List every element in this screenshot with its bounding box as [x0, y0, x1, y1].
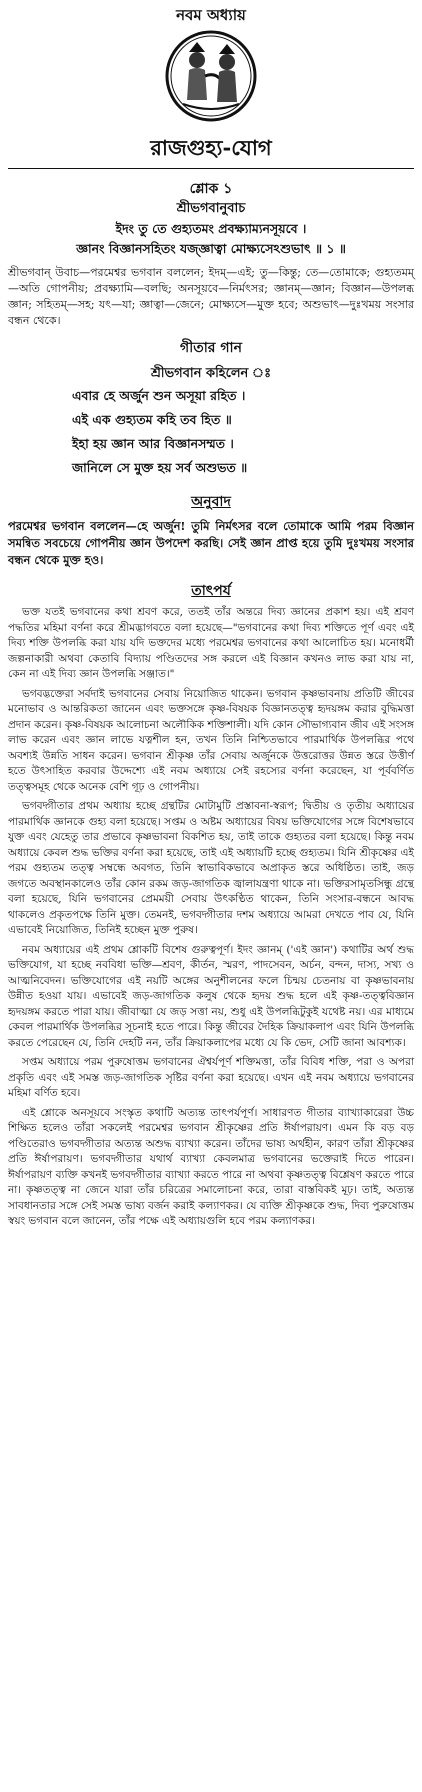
song-line: ইহা হয় জ্ঞান আর বিজ্ঞানসম্মত ।: [72, 436, 234, 451]
purport-paragraph: সপ্তম অধ্যায়ে পরম পুরুষোত্তম ভগবানের ঐশ্বর্যপূর্ণ শক্তিমত্তা, তাঁর বিবিধ শক্তি, পরা ও অপরা প্রকৃতি এবং এই সমস্ত জড়-জাগতিক সৃষ্টির বর্ণনা করা হয়েছে। এখন এই নবম অধ্যায়ে ভগবানের মহিমা বর্ণিত হবে।: [8, 1056, 414, 1099]
song-line: এবার হে অর্জুন শুন অসূয়া রহিত ।: [72, 388, 246, 403]
verse-label: শ্লোক ১: [189, 181, 233, 197]
title-divider: [8, 168, 414, 169]
purport-paragraph: ভগবদ্ভক্তেরা সর্বদাই ভগবানের সেবায় নিয়োজিত থাকেন। ভগবান কৃষ্ণভাবনায় প্রতিটি জীবের মনোভাব ও আন্তরিকতা জানেন এবং ভক্তসঙ্গে কৃষ্ণ-বিষয়ক বিজ্ঞানতত্ত্ব হৃদয়ঙ্গম করার বুদ্ধিমত্তা প্রদান করেন। কৃষ্ণ-বিষয়ক আলোচনা অলৌকিক শক্তিশালী। যদি কোন সৌভাগ্যবান জীব এই সংসঙ্গ লাভ করেন এবং জ্ঞান লাভে যত্নশীল হন, তখন তিনি নিশ্চিতভাবে পারমার্থিক উপলব্ধির পথে অবশ্যই উন্নতি সাধন করেন। ভগবান শ্রীকৃষ্ণ তাঁর সেবায় অর্জুনকে উত্তরোত্তর উন্নত স্তরে উত্তীর্ণ হতে উৎসাহিত করবার উদ্দেশ্যে এই নবম অধ্যায়ে সেই রহস্যের বর্ণনা করেছেন, যা পূর্ববর্ণিত তত্ত্বসমূহ থেকে অনেক বেশি গূঢ় ও গোপনীয়।: [8, 687, 414, 793]
chapter-title: রাজগুহ্য-যোগ: [150, 135, 272, 160]
word-synonyms: শ্রীভগবান্ উবাচ—পরমেশ্বর ভগবান বললেন; ইদম্—এই; তু—কিন্তু; তে—তোমাকে; গুহ্যতমম্—অতি গোপনীয়; প্রবক্ষ্যামি—বলছি; অনসূয়বে—নির্মৎসর; জ্ঞানম্—জ্ঞান; বিজ্ঞান—উপলব্ধ জ্ঞান; সহিতম্—সহ; যৎ—যা; জ্ঞাত্বা—জেনে; মোক্ষ্যসে—মুক্ত হবে; অশুভাৎ—দুঃখময় সংসার বন্ধন থেকে।: [8, 266, 414, 327]
purport-heading: তাৎপর্য: [191, 583, 231, 599]
purport-paragraph: ভগবদ্গীতার প্রথম অধ্যায় হচ্ছে গ্রন্থটির মোটামুটি প্রস্তাবনা-স্বরূপ; দ্বিতীয় ও তৃতীয় অধ্যায়ের পারমার্থিক জ্ঞানকে গুহ্য বলা হয়েছে। সপ্তম ও অষ্টম অধ্যায়ের বিষয় ভক্তিযোগের সঙ্গে বিশেষভাবে যুক্ত এবং যেহেতু তার প্রভাবে কৃষ্ণভাবনা বিকশিত হয়, তাই তাকে গুহ্যতর বলা হয়েছে। কিন্তু নবম অধ্যায়ে কেবল শুদ্ধ ভক্তির বর্ণনা করা হয়েছে, তাই এই অধ্যায়টি হচ্ছে গুহ্যতম। যিনি শ্রীকৃষ্ণের এই পরম গুহ্যতম তত্ত্ব সম্বন্ধে অবগত, তিনি স্বাভাবিকভাবে অপ্রাকৃত স্তরে অধিষ্ঠিত। তাই, জড় জগতে অবস্থানকালেও তাঁর কোন রকম জড়-জাগতিক জ্বালাযন্ত্রণা থাকে না। ভক্তিরসামৃতসিন্ধু গ্রন্থে বলা হয়েছে, যিনি ভগবানের প্রেমময়ী সেবায় উৎকণ্ঠিত থাকেন, তিনি সংসার-বন্ধনে আবদ্ধ থাকলেও প্রকৃতপক্ষে তিনি মুক্ত। তেমনই, ভগবদ্গীতার দশম অধ্যায়ে আমরা দেখতে পাব যে, যিনি এভাবেই নিয়োজিত, তিনিই হচ্ছেন মুক্ত পুরুষ।: [8, 800, 414, 936]
verse-line-1: ইদং তু তে গুহ্যতমং প্রবক্ষ্যাম্যনসূয়বে ।: [115, 221, 307, 236]
verse-line-2: জ্ঞানং বিজ্ঞানসহিতং যজ্জ্ঞাত্বা মোক্ষ্যসেঽশুভাৎ ॥ ১ ॥: [76, 241, 346, 256]
purport-paragraph: ভক্ত যতই ভগবানের কথা শ্রবণ করে, ততই তাঁর অন্তরে দিব্য জ্ঞানের প্রকাশ হয়। এই শ্রবণ পদ্ধতির মহিমা বর্ণনা করে শ্রীমদ্ভাগবতে বলা হয়েছে—"ভগবানের কথা দিব্য শক্তিতে পূর্ণ এবং এই দিব্য শক্তি উপলব্ধি করা যায় যদি ভক্তদের মধ্যে পরমেশ্বর ভগবানের কথা আলোচিত হয়। মনোধর্মী জল্পনাকারী অথবা কেতাবি বিদ্যায় পণ্ডিতদের সঙ্গ করলে এই বিজ্ঞান কখনও লাভ করা যায় না, কেন না এই দিব্য জ্ঞান উপলব্ধি সঞ্জাত।": [8, 606, 414, 680]
song-line: এই এক গুহ্যতম কহি তব হিত ॥: [72, 412, 232, 427]
song-heading: গীতার গান: [180, 340, 242, 356]
krishna-arjuna-emblem-icon: [165, 30, 257, 122]
song-speaker: শ্রীভগবান কহিলেন ঃ: [150, 366, 272, 381]
purport-paragraph: এই শ্লোকে অনসূয়বে সংস্কৃত কথাটি অত্যন্ত তাৎপর্যপূর্ণ। সাধারণত গীতার ব্যাখ্যাকারেরা উচ্চ শিক্ষিত হলেও তাঁরা সকলেই পরমেশ্বর ভগবান শ্রীকৃষ্ণের প্রতি ঈর্ষাপরায়ণ। এমন কি বড় বড় পণ্ডিতেরাও ভগবদ্গীতার অত্যন্ত অশুদ্ধ ব্যাখ্যা করেন। তাঁদের ভাষ্য অর্থহীন, কারণ তাঁরা শ্রীকৃষ্ণের প্রতি ঈর্ষাপরায়ণ। ভগবদ্গীতার যথার্থ ব্যাখ্যা কেবলমাত্র ভগবানের ভক্তেরাই দিতে পারেন। ঈর্ষাপরায়ণ ব্যক্তি কখনই ভগবদ্গীতার ব্যাখ্যা করতে পারে না অথবা কৃষ্ণতত্ত্ব বিশ্লেষণ করতে পারে না। কৃষ্ণতত্ত্ব না জেনে যারা তাঁর চরিত্রের সমালোচনা করে, তারা বাস্তবিকই মূঢ়। তাই, অত্যন্ত সাবধানতার সঙ্গে সেই সমস্ত ভাষ্য বর্জন করাই কল্যাণকর। যে ব্যক্তি শ্রীকৃষ্ণকে শুদ্ধ, দিব্য পুরুষোত্তম স্বয়ং ভগবান বলে জানেন, তাঁর পক্ষে এই অধ্যায়গুলি হবে পরম কল্যাণকর।: [8, 1106, 414, 1227]
verse-speaker: শ্রীভগবানুবাচ: [176, 201, 246, 216]
translation-heading: অনুবাদ: [191, 494, 231, 510]
translation-text: পরমেশ্বর ভগবান বললেন—হে অর্জুন! তুমি নির্মৎসর বলে তোমাকে আমি পরম বিজ্ঞান সমন্বিত সবচেয়ে গোপনীয় জ্ঞান উপদেশ করছি। সেই জ্ঞান প্রাপ্ত হয়ে তুমি দুঃখময় সংসার বন্ধন থেকে মুক্ত হও।: [8, 519, 414, 567]
chapter-label: নবম অধ্যায়: [176, 6, 246, 24]
song-line: জানিলে সে মুক্ত হয় সর্ব অশুভত ॥: [72, 460, 248, 475]
purport-paragraph: নবম অধ্যায়ের এই প্রথম শ্লোকটি বিশেষ গুরুত্বপূর্ণ। ইদং জ্ঞানম্ ('এই জ্ঞান') কথাটির অর্থ শুদ্ধ ভক্তিযোগ, যা হচ্ছে নববিধা ভক্তি—শ্রবণ, কীর্তন, স্মরণ, পাদসেবন, অর্চন, বন্দন, দাস্য, সখ্য ও আত্মনিবেদন। ভক্তিযোগের এই নয়টি অঙ্গের অনুশীলনের ফলে চিন্ময় চেতনায় বা কৃষ্ণভাবনায় উন্নীত হওয়া যায়। এভাবেই জড়-জাগতিক কলুষ থেকে হৃদয় শুদ্ধ হলে এই কৃষ্ণ-তত্ত্ববিজ্ঞান হৃদয়ঙ্গম করতে পারা যায়। জীবাত্মা যে জড় সত্তা নয়, শুধু এই উপলব্ধিটুকুই যথেষ্ট নয়। এর মাধ্যমে কেবল পারমার্থিক উপলব্ধির সূচনাই হতে পারে। কিন্তু জীবের দৈহিক ক্রিয়াকলাপ এবং যিনি উপলব্ধি করতে পেরেছেন যে, তিনি দেহটি নন, তাঁর ক্রিয়াকলাপের মধ্যে যে কি ভেদ, সেটি জানা আবশ্যক।: [8, 943, 414, 1049]
